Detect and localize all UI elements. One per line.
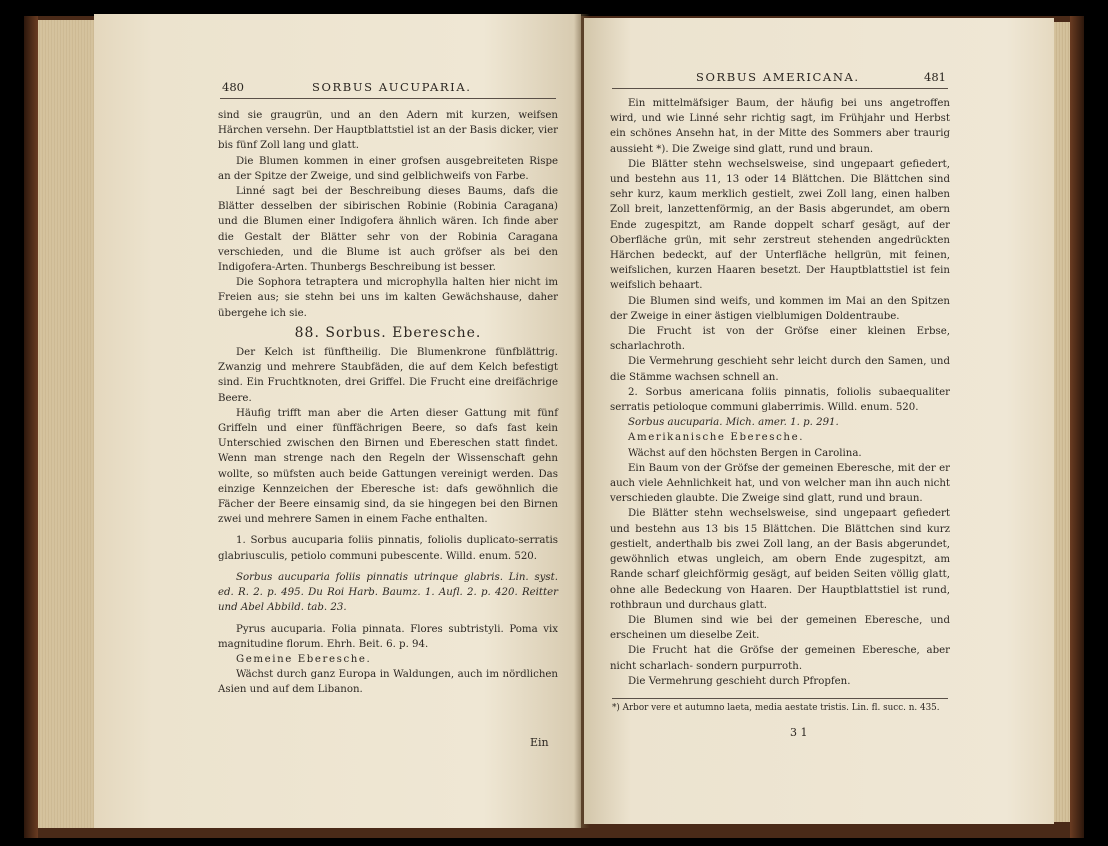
footnote: *) Arbor vere et autumno laeta, media aestate tristis. Lin. fl. succ. n. 435. <box>612 703 940 713</box>
paragraph: Linné sagt bei der Beschreibung dieses Baums, dafs die Blätter desselben der sibirischen Robinie (Robinia Caragana) und die Blumen einer Indigofera ähnlich wären. Ich finde aber die Gestalt der Blätter sehr von der Robinia Caragana verschieden, und die Blume ist auch gröfser als bei den Indigofera-Arten. Thunbergs Beschreibung ist besser. <box>218 186 558 274</box>
header-rule <box>612 88 948 89</box>
catchword: Ein <box>530 736 549 749</box>
paragraph: Die Blätter stehn wechselsweise, sind ungepaart gefiedert, und bestehn aus 11, 13 oder 14 Blättchen. Die Blättchen sind sehr kurz, kaum merklich gestielt, zwei Zoll lang, einen halben Zoll breit, lanzettenförmig, an der Basis abgerundet, am obern Ende zugespitzt, am Rande doppelt scharf gesägt, auf der Oberfläche grün, mit sehr zerstreut stehenden angedrückten Härchen bedeckt, auf der Unterfläche hellgrün, mit feinen, weifslichen, kurzen Haaren besetzt. Der Hauptblattstiel ist fein weifslich behaart. <box>610 158 950 292</box>
paragraph: Die Frucht hat die Gröfse der gemeinen Eberesche, aber nicht scharlach- sondern purpurroth. <box>610 645 950 672</box>
left-text-block <box>218 108 558 698</box>
common-name: Gemeine Eberesche. <box>236 653 372 665</box>
synonym-entry: Pyrus aucuparia. Folia pinnata. Flores subtristyli. Poma vix magnitudine florum. Ehrh. Beit. 6. p. 94. <box>218 623 558 650</box>
synonym-entry: Sorbus aucuparia foliis pinnatis utrinque glabris. Lin. syst. ed. R. 2. p. 495. Du Roi Harb. Baumz. 1. Aufl. 2. p. 420. Reitter und Abel Abbild. tab. 23. <box>218 571 558 614</box>
running-head: SORBUS AUCUPARIA. <box>312 80 472 94</box>
species-entry: 2. Sorbus americana foliis pinnatis, foliolis subaequaliter serratis petioloque communi glaberrimis. Willd. enum. 520. <box>610 386 950 414</box>
page-number: 480 <box>222 80 244 94</box>
paragraph: Ein Baum von der Gröfse der gemeinen Eberesche, mit der er auch viele Aehnlichkeit hat, und von welcher man ihn auch nicht verschieden glaubte. Die Zweige sind glatt, rund und braun. <box>610 462 950 505</box>
right-text-block <box>610 96 950 689</box>
paragraph: Die Blumen kommen in einer grofsen ausgebreiteten Rispe an der Spitze der Zweige, und sind gelblichweifs von Farbe. <box>218 155 558 182</box>
paragraph: Die Vermehrung geschieht durch Pfropfen. <box>628 675 851 687</box>
paragraph: Ein mittelmäfsiger Baum, der häufig bei uns angetroffen wird, und wie Linné sehr richtig sagt, im Frühjahr und Herbst ein schönes Ansehn hat, in der Mitte des Sommers aber traurig aussieht *). Die Zweige sind glatt, rund und braun. <box>610 98 950 155</box>
paragraph: Die Sophora tetraptera und microphylla halten hier nicht im Freien aus; sie stehn bei uns im kalten Gewächshause, daher übergehe ich sie. <box>218 277 558 319</box>
habitat: Wächst durch ganz Europa in Waldungen, auch im nördlichen Asien und auf dem Libanon. <box>218 669 558 696</box>
paragraph: Die Frucht ist von der Gröfse einer kleinen Erbse, scharlachroth. <box>610 326 950 353</box>
paragraph: sind sie graugrün, und an den Adern mit kurzen, weifsen Härchen versehn. Der Hauptblattstiel ist an der Basis dicker, vier bis fünf Zoll lang und glatt. <box>218 110 558 152</box>
paragraph: Die Blumen sind weifs, und kommen im Mai an den Spitzen der Zweige in einer ästigen vielblumigen Doldentraube. <box>610 295 950 322</box>
common-name: Amerikanische Eberesche. <box>628 432 805 444</box>
header-rule <box>220 98 556 99</box>
synonym-entry: Sorbus aucuparia. Mich. amer. 1. p. 291. <box>628 417 839 429</box>
paragraph: Der Kelch ist fünftheilig. Die Blumenkrone fünfblättrig. Zwanzig und mehrere Staubfäden, die auf dem Kelch befestigt sind. Ein Fruchtknoten, drei Griffel. Die Frucht eine dreifächrige Beere. <box>218 347 558 404</box>
species-entry: 1. Sorbus aucuparia foliis pinnatis, foliolis duplicato-serratis glabriusculis, petiolo communi pubescente. Willd. enum. 520. <box>218 535 558 562</box>
paragraph: Die Vermehrung geschieht sehr leicht durch den Samen, und die Stämme wachsen schnell an. <box>610 356 950 383</box>
cover-edge-right <box>1070 16 1084 838</box>
cover-edge-left <box>24 16 38 838</box>
paragraph: Häufig trifft man aber die Arten dieser Gattung mit fünf Griffeln und einer fünffächrigen Beere, so dafs fast kein Unterschied zwischen den Birnen und Ebereschen statt findet. Wenn man strenge nach den Regeln der Wissenschaft gehn wollte, so müfsten auch beide Gattungen vereinigt werden. Das einzige Kennzeichen der Eberesche ist: dafs gewöhnlich die Fächer der Beere einsamig sind, da sie hingegen bei den Birnen zwei und mehrere Samen in einem Fache enthalten. <box>218 407 558 526</box>
page-stack-right <box>1052 22 1070 822</box>
right-page <box>584 18 1054 824</box>
footnote-rule <box>612 698 948 699</box>
paragraph: Die Blätter stehn wechselsweise, sind ungepaart gefiedert und bestehn aus 13 bis 15 Blättchen. Die Blättchen sind kurz gestielt, anderthalb bis zwei Zoll lang, an der Basis abgerundet, gewöhnlich etwas ungleich, am obern Ende zugespitzt, am Rande scharf gleichförmig gesägt, auf beiden Seiten völlig glatt, ohne alle Bedeckung von Haaren. Der Hauptblattstiel ist rund, rothbraun und durchaus glatt. <box>610 508 950 611</box>
page-number: 481 <box>924 70 946 84</box>
section-heading: 88. Sorbus. Eberesche. <box>294 324 482 341</box>
running-head: SORBUS AMERICANA. <box>696 70 860 84</box>
signature-mark: 3 1 <box>790 726 808 739</box>
left-page <box>94 14 581 828</box>
page-stack-left <box>38 20 94 828</box>
habitat: Wächst auf den höchsten Bergen in Carolina. <box>628 447 862 459</box>
paragraph: Die Blumen sind wie bei der gemeinen Eberesche, und erscheinen um dieselbe Zeit. <box>610 614 950 642</box>
